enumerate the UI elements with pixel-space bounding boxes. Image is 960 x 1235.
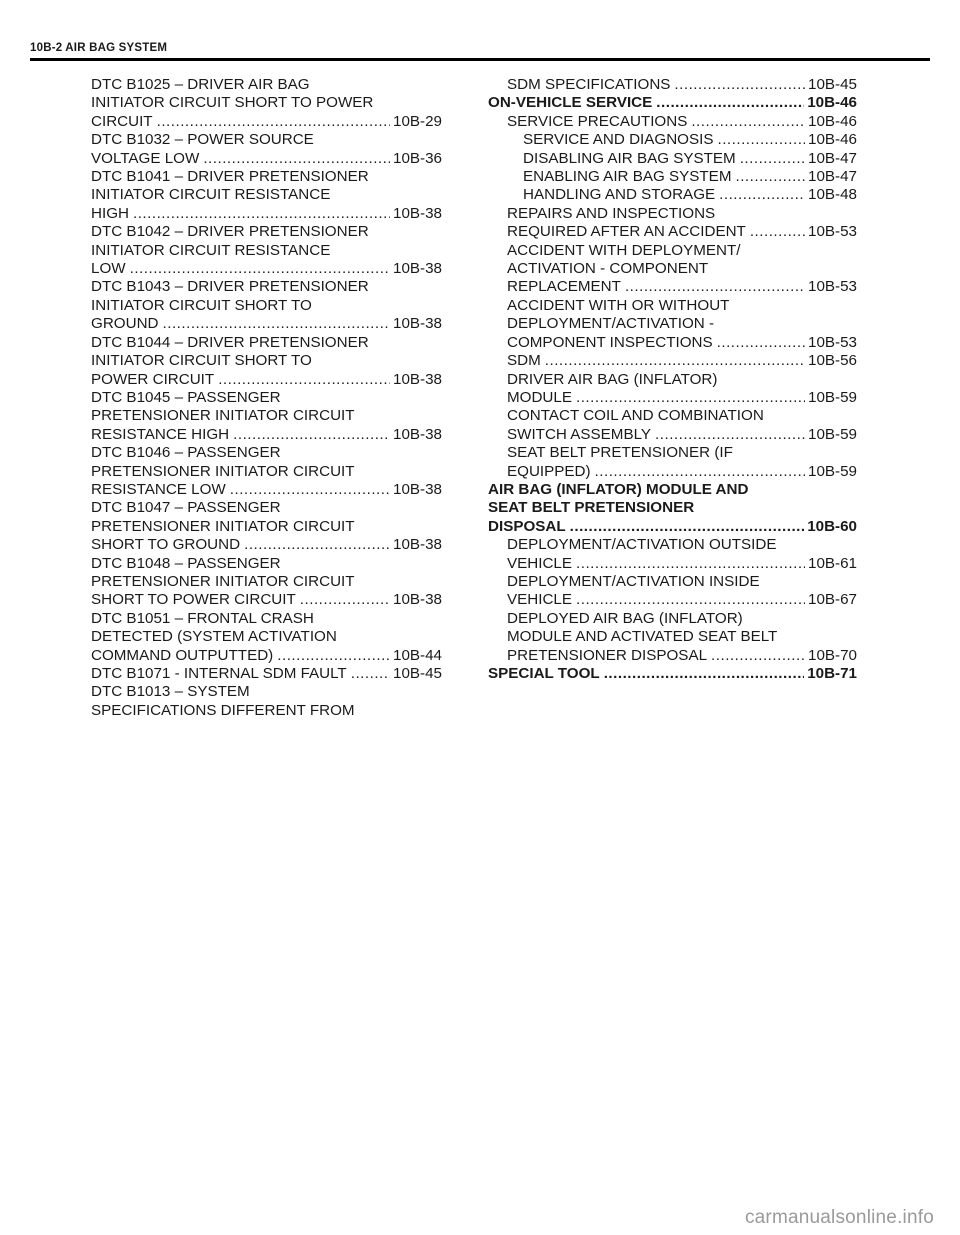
toc-entry-right xyxy=(488,186,857,204)
toc-entry-text: INITIATOR CIRCUIT SHORT TO POWER xyxy=(91,94,374,112)
dot-leader xyxy=(130,260,390,278)
toc-entry-text: DETECTED (SYSTEM ACTIVATION xyxy=(91,628,337,646)
toc-entry-text: CONTACT COIL AND COMBINATION xyxy=(507,407,764,425)
toc-entry-text: SERVICE PRECAUTIONS xyxy=(507,112,688,130)
toc-entry-right xyxy=(488,481,857,536)
toc-entry-text: EQUIPPED) xyxy=(507,462,591,480)
toc-entry-last-line xyxy=(523,150,857,168)
toc-entry-last-line xyxy=(507,76,857,94)
toc-entry-text: SHORT TO POWER CIRCUIT xyxy=(91,591,296,609)
toc-entry-text: DTC B1071 - INTERNAL SDM FAULT xyxy=(91,665,347,682)
toc-page-number: 10B-60 xyxy=(807,517,857,535)
toc-entry-text: COMMAND OUTPUTTED) xyxy=(91,646,274,664)
toc-page-number: 10B-45 xyxy=(393,665,442,682)
toc-page-number: 10B-70 xyxy=(808,646,857,664)
toc-entry-text: VEHICLE xyxy=(507,554,572,572)
toc-entry-left xyxy=(91,223,442,278)
toc-page-number: 10B-56 xyxy=(808,352,857,370)
toc-entry-text: ENABLING AIR BAG SYSTEM xyxy=(523,168,732,186)
toc-entry-last-line xyxy=(91,150,442,168)
toc-entry-text: COMPONENT INSPECTIONS xyxy=(507,333,713,351)
toc-entry-last-line xyxy=(91,371,442,389)
dot-leader xyxy=(233,426,390,444)
toc-entry-right xyxy=(488,113,857,131)
toc-entry-text: INITIATOR CIRCUIT RESISTANCE xyxy=(91,241,331,259)
dot-leader xyxy=(300,591,390,609)
dot-leader xyxy=(595,463,805,481)
dot-leader xyxy=(691,113,805,131)
dot-leader xyxy=(740,150,805,168)
toc-page-number: 10B-44 xyxy=(393,646,442,664)
dot-leader xyxy=(277,647,390,665)
toc-entry-text: AIR BAG (INFLATOR) MODULE AND xyxy=(488,480,749,498)
toc-entry-text: RESISTANCE HIGH xyxy=(91,425,230,443)
toc-column-left xyxy=(91,76,442,720)
toc-page-number: 10B-29 xyxy=(393,112,442,130)
dot-leader xyxy=(576,389,805,407)
dot-leader xyxy=(674,76,805,94)
toc-entry-right xyxy=(488,444,857,481)
toc-entry-left xyxy=(91,334,442,389)
toc-entry-last-line xyxy=(523,168,857,186)
toc-entry-text: DTC B1048 – PASSENGER xyxy=(91,554,281,572)
dot-leader xyxy=(656,94,804,112)
toc-page-number: 10B-46 xyxy=(808,131,857,149)
toc-entry-text: INITIATOR CIRCUIT RESISTANCE xyxy=(91,186,331,204)
toc-entry-text: DTC B1044 – DRIVER PRETENSIONER xyxy=(91,333,369,351)
toc-entry-last-line xyxy=(507,352,857,370)
dot-leader xyxy=(655,426,805,444)
toc-page-number: 10B-59 xyxy=(808,425,857,443)
toc-entry-text: DTC B1042 – DRIVER PRETENSIONER xyxy=(91,223,369,241)
dot-leader xyxy=(604,665,805,683)
toc-page-number: 10B-59 xyxy=(808,388,857,406)
toc-entry-right xyxy=(488,610,857,665)
dot-leader xyxy=(717,334,805,352)
watermark-text: carmanualsonline.info xyxy=(744,1207,934,1228)
toc-page-number: 10B-38 xyxy=(393,260,442,278)
toc-entry-text: SDM SPECIFICATIONS xyxy=(507,76,671,93)
toc-entry-text: HIGH xyxy=(91,204,129,222)
toc-entry-text: SEAT BELT PRETENSIONER (IF xyxy=(507,444,733,462)
dot-leader xyxy=(625,278,805,296)
toc-page-number: 10B-38 xyxy=(393,425,442,443)
toc-entry-text: DTC B1051 – FRONTAL CRASH xyxy=(91,609,314,627)
dot-leader xyxy=(576,591,805,609)
dot-leader xyxy=(719,186,805,204)
toc-page-number: 10B-53 xyxy=(808,278,857,296)
toc-entry-last-line xyxy=(91,315,442,333)
toc-entry-text: REPAIRS AND INSPECTIONS xyxy=(507,204,716,222)
toc-entry-text: DEPLOYMENT/ACTIVATION INSIDE xyxy=(507,572,760,590)
dot-leader xyxy=(157,113,390,131)
toc-entry-last-line xyxy=(91,647,442,665)
toc-entry-last-line xyxy=(507,334,857,352)
toc-entry-text: LOW xyxy=(91,260,126,278)
dot-leader xyxy=(717,131,805,149)
toc-entry-left xyxy=(91,389,442,444)
toc-entry-right xyxy=(488,76,857,94)
toc-entry-text: SERVICE AND DIAGNOSIS xyxy=(523,131,714,149)
toc-entry-right xyxy=(488,573,857,610)
toc-entry-left xyxy=(91,610,442,665)
dot-leader xyxy=(203,150,390,168)
toc-entry-last-line xyxy=(91,113,442,131)
toc-entry-last-line xyxy=(91,260,442,278)
toc-page-number: 10B-38 xyxy=(393,480,442,498)
toc-entry-text: ACCIDENT WITH DEPLOYMENT/ xyxy=(507,241,741,259)
toc-entry-text: REPLACEMENT xyxy=(507,278,621,296)
dot-leader xyxy=(230,481,390,499)
dot-leader xyxy=(244,536,390,554)
toc-entry-text: PRETENSIONER INITIATOR CIRCUIT xyxy=(91,572,355,590)
toc-entry-text: INITIATOR CIRCUIT SHORT TO xyxy=(91,352,312,370)
toc-entry-text: DTC B1025 – DRIVER AIR BAG xyxy=(91,76,310,93)
toc-entry-last-line xyxy=(91,665,442,683)
dot-leader xyxy=(133,205,390,223)
toc-entry-text: VEHICLE xyxy=(507,591,572,609)
toc-entry-right xyxy=(488,150,857,168)
toc-entry-right xyxy=(488,205,857,242)
toc-entry-text: DTC B1045 – PASSENGER xyxy=(91,388,281,406)
toc-entry-right xyxy=(488,665,857,683)
toc-entry-last-line xyxy=(507,591,857,609)
toc-entry-right xyxy=(488,536,857,573)
dot-leader xyxy=(711,647,805,665)
toc-page-number: 10B-53 xyxy=(808,333,857,351)
toc-entry-last-line xyxy=(523,131,857,149)
toc-entry-text: SHORT TO GROUND xyxy=(91,536,241,554)
toc-entry-last-line xyxy=(507,426,857,444)
toc-entry-last-line xyxy=(91,591,442,609)
toc-entry-text: DEPLOYMENT/ACTIVATION OUTSIDE xyxy=(507,536,777,554)
toc-entry-text: DRIVER AIR BAG (INFLATOR) xyxy=(507,370,718,388)
toc-entry-text: PRETENSIONER INITIATOR CIRCUIT xyxy=(91,517,355,535)
toc-entry-text: REQUIRED AFTER AN ACCIDENT xyxy=(507,223,746,241)
toc-entry-text: DTC B1013 – SYSTEM xyxy=(91,683,250,701)
toc-entry-last-line xyxy=(507,647,857,665)
toc-entry-last-line xyxy=(91,481,442,499)
toc-entry-last-line xyxy=(91,536,442,554)
dot-leader xyxy=(163,315,391,333)
toc-entry-text: SDM xyxy=(507,352,541,370)
toc-page-number: 10B-59 xyxy=(808,462,857,480)
toc-entry-text: POWER CIRCUIT xyxy=(91,370,215,388)
toc-entry-text: ON-VEHICLE SERVICE xyxy=(488,94,653,112)
toc-entry-text: HANDLING AND STORAGE xyxy=(523,186,716,204)
toc-page-number: 10B-45 xyxy=(808,76,857,93)
toc-page-number: 10B-67 xyxy=(808,591,857,609)
toc-page-number: 10B-46 xyxy=(808,112,857,130)
toc-page-number: 10B-46 xyxy=(807,94,857,112)
toc-entry-text: DTC B1043 – DRIVER PRETENSIONER xyxy=(91,278,369,296)
toc-entry-last-line xyxy=(507,389,857,407)
toc-entry-last-line xyxy=(507,463,857,481)
toc-entry-right xyxy=(488,407,857,444)
header-rule xyxy=(30,58,930,61)
dot-leader xyxy=(545,352,805,370)
toc-entry-text: PRETENSIONER DISPOSAL xyxy=(507,646,708,664)
toc-page-number: 10B-38 xyxy=(393,591,442,609)
dot-leader xyxy=(750,223,805,241)
dot-leader xyxy=(218,371,390,389)
toc-page-number: 10B-61 xyxy=(808,554,857,572)
toc-entry-left xyxy=(91,665,442,683)
toc-entry-left xyxy=(91,131,442,168)
toc-entry-text: ACCIDENT WITH OR WITHOUT xyxy=(507,296,730,314)
toc-page-number: 10B-38 xyxy=(393,315,442,333)
toc-entry-text: DISABLING AIR BAG SYSTEM xyxy=(523,149,736,167)
toc-entry-left xyxy=(91,499,442,554)
toc-entry-last-line xyxy=(523,186,857,204)
toc-entry-last-line xyxy=(507,555,857,573)
toc-entry-text: DTC B1047 – PASSENGER xyxy=(91,499,281,517)
toc-entry-text: DEPLOYMENT/ACTIVATION - xyxy=(507,315,715,333)
toc-entry-last-line xyxy=(488,665,857,683)
toc-entry-left xyxy=(91,76,442,131)
toc-entry-text: DTC B1041 – DRIVER PRETENSIONER xyxy=(91,168,369,186)
dot-leader xyxy=(576,555,805,573)
toc-entry-right xyxy=(488,168,857,186)
toc-entry-last-line xyxy=(507,113,857,131)
toc-entry-text: SPECIFICATIONS DIFFERENT FROM xyxy=(91,701,355,719)
toc-entry-text: PRETENSIONER INITIATOR CIRCUIT xyxy=(91,462,355,480)
toc-entry-text: SEAT BELT PRETENSIONER xyxy=(488,499,695,517)
toc-entry-right xyxy=(488,352,857,370)
toc-entry-right xyxy=(488,371,857,408)
toc-page-number: 10B-47 xyxy=(808,149,857,167)
toc-entry-text: SWITCH ASSEMBLY xyxy=(507,425,652,443)
toc-entry-left xyxy=(91,168,442,223)
toc-entry-last-line xyxy=(507,223,857,241)
toc-entry-last-line xyxy=(91,426,442,444)
toc-page-number: 10B-53 xyxy=(808,223,857,241)
dot-leader xyxy=(735,168,805,186)
dot-leader xyxy=(351,665,390,683)
toc-entry-text: SPECIAL TOOL xyxy=(488,665,600,682)
toc-entry-text: PRETENSIONER INITIATOR CIRCUIT xyxy=(91,407,355,425)
toc-page-number: 10B-47 xyxy=(808,168,857,186)
toc-entry-last-line xyxy=(507,278,857,296)
toc-entry-left xyxy=(91,683,442,720)
dot-leader xyxy=(570,518,805,536)
toc-entry-text: GROUND xyxy=(91,315,159,333)
toc-page-number: 10B-38 xyxy=(393,536,442,554)
toc-entry-last-line xyxy=(91,205,442,223)
toc-entry-right xyxy=(488,242,857,297)
toc-entry-text: INITIATOR CIRCUIT SHORT TO xyxy=(91,296,312,314)
toc-entry-text: ACTIVATION - COMPONENT xyxy=(507,260,709,278)
toc-entry-left xyxy=(91,444,442,499)
toc-page-number: 10B-38 xyxy=(393,370,442,388)
toc-page-number: 10B-71 xyxy=(807,665,857,682)
toc-entry-text: CIRCUIT xyxy=(91,112,153,130)
toc-column-right xyxy=(488,76,857,683)
toc-entry-last-line xyxy=(488,94,857,112)
toc-entry-right xyxy=(488,94,857,112)
toc-entry-text: DISPOSAL xyxy=(488,517,566,535)
toc-entry-left xyxy=(91,555,442,610)
toc-page-number: 10B-38 xyxy=(393,204,442,222)
toc-entry-text: DTC B1046 – PASSENGER xyxy=(91,444,281,462)
toc-page-number: 10B-48 xyxy=(808,186,857,204)
page-header-title: 10B-2 AIR BAG SYSTEM xyxy=(30,42,168,54)
toc-entry-text: MODULE AND ACTIVATED SEAT BELT xyxy=(507,628,778,646)
toc-page-number: 10B-36 xyxy=(393,149,442,167)
toc-entry-right xyxy=(488,131,857,149)
toc-entry-text: VOLTAGE LOW xyxy=(91,149,200,167)
toc-entry-last-line xyxy=(488,518,857,536)
toc-entry-text: DEPLOYED AIR BAG (INFLATOR) xyxy=(507,609,743,627)
toc-entry-left xyxy=(91,278,442,333)
toc-entry-right xyxy=(488,297,857,352)
toc-entry-text: RESISTANCE LOW xyxy=(91,480,226,498)
toc-entry-text: MODULE xyxy=(507,388,572,406)
toc-entry-text: DTC B1032 – POWER SOURCE xyxy=(91,131,314,149)
